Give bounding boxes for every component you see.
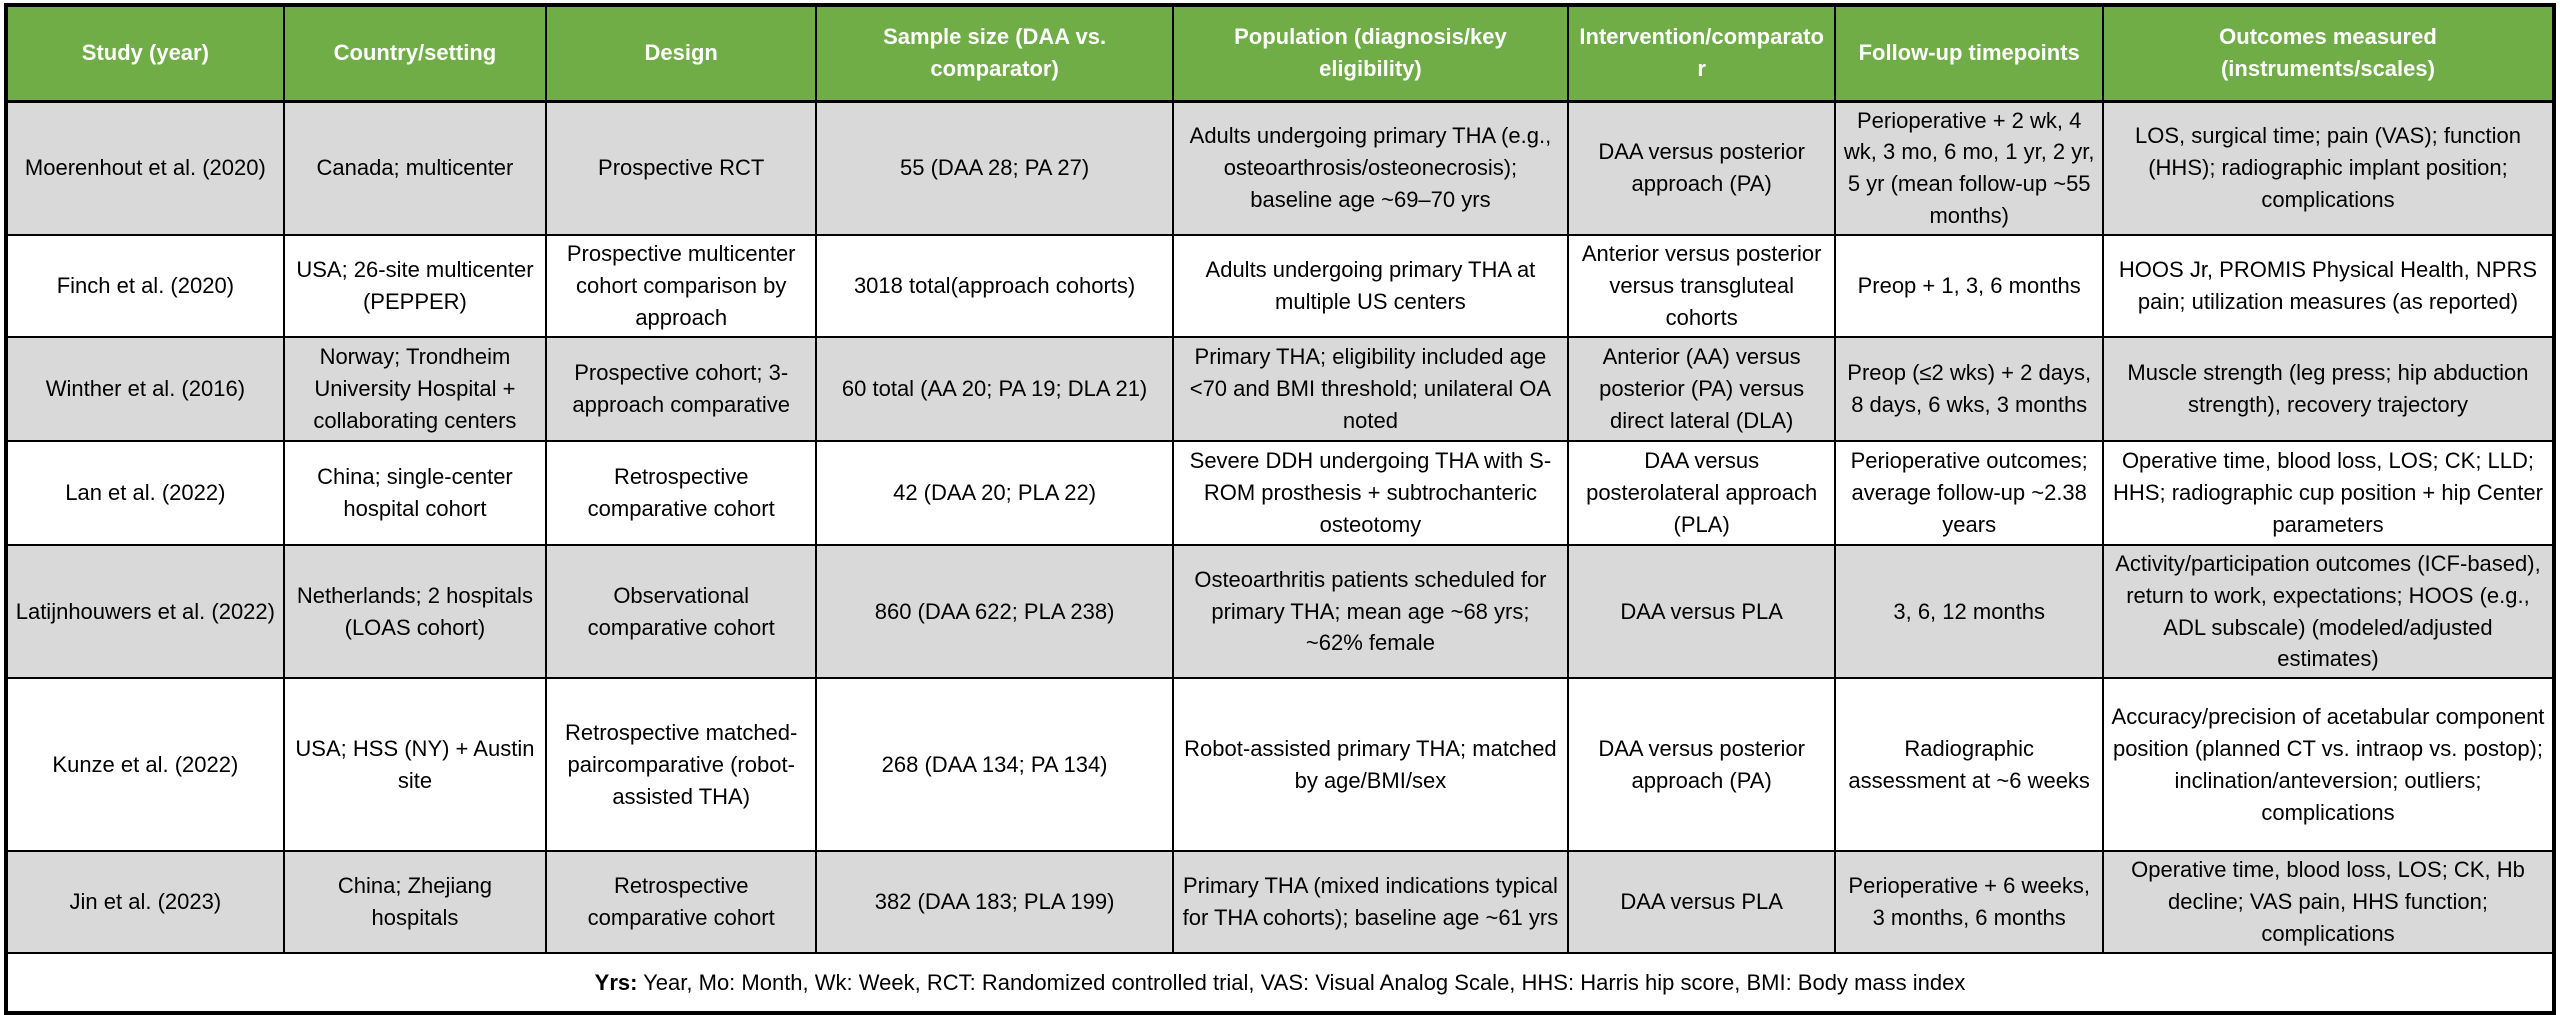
- cell-country: China; single-center hospital cohort: [284, 441, 546, 545]
- cell-population: Adults undergoing primary THA at multiple US centers: [1173, 235, 1568, 337]
- cell-outcomes: Activity/participation outcomes (ICF-based), return to work, expectations; HOOS (e.g., ADL subscale) (modeled/adjusted estimates): [2103, 545, 2554, 679]
- evidence-summary-table: [4, 3, 2556, 1015]
- cell-design: Observational comparative cohort: [546, 545, 816, 679]
- column-header-followup: Follow-up timepoints: [1835, 5, 2103, 101]
- cell-population: Severe DDH undergoing THA with S-ROM prosthesis + subtrochanteric osteotomy: [1173, 441, 1568, 545]
- cell-study: Kunze et al. (2022): [6, 678, 284, 851]
- cell-sample-size: 42 (DAA 20; PLA 22): [816, 441, 1173, 545]
- cell-country: Norway; Trondheim University Hospital + collaborating centers: [284, 337, 546, 441]
- table-row-latijnhouwers: [6, 545, 2554, 679]
- cell-country: Netherlands; 2 hospitals (LOAS cohort): [284, 545, 546, 679]
- cell-population: Primary THA; eligibility included age <70 and BMI threshold; unilateral OA noted: [1173, 337, 1568, 441]
- cell-study: Latijnhouwers et al. (2022): [6, 545, 284, 679]
- table-row-moerenhout: [6, 101, 2554, 235]
- cell-followup: Perioperative + 6 weeks, 3 months, 6 months: [1835, 851, 2103, 953]
- cell-followup: Radiographic assessment at ~6 weeks: [1835, 678, 2103, 851]
- cell-study: Lan et al. (2022): [6, 441, 284, 545]
- cell-intervention: Anterior versus posterior versus transgluteal cohorts: [1568, 235, 1836, 337]
- cell-intervention: Anterior (AA) versus posterior (PA) versus direct lateral (DLA): [1568, 337, 1836, 441]
- cell-sample-size: 860 (DAA 622; PLA 238): [816, 545, 1173, 679]
- table-row-lan: [6, 441, 2554, 545]
- table-row-winther: [6, 337, 2554, 441]
- cell-country: USA; HSS (NY) + Austin site: [284, 678, 546, 851]
- column-header-study: Study (year): [6, 5, 284, 101]
- cell-sample-size: 268 (DAA 134; PA 134): [816, 678, 1173, 851]
- cell-intervention: DAA versus PLA: [1568, 851, 1836, 953]
- cell-design: Retrospective comparative cohort: [546, 441, 816, 545]
- cell-intervention: DAA versus PLA: [1568, 545, 1836, 679]
- abbreviations-note-text: Year, Mo: Month, Wk: Week, RCT: Randomized controlled trial, VAS: Visual Analog Scale, HHS: Harris hip score, BMI: Body mass index: [637, 969, 1966, 995]
- cell-country: Canada; multicenter: [284, 101, 546, 235]
- cell-population: Primary THA (mixed indications typical for THA cohorts); baseline age ~61 yrs: [1173, 851, 1568, 953]
- cell-outcomes: HOOS Jr, PROMIS Physical Health, NPRS pain; utilization measures (as reported): [2103, 235, 2554, 337]
- table-row-finch: [6, 235, 2554, 337]
- table-row-kunze: [6, 678, 2554, 851]
- cell-outcomes: Accuracy/precision of acetabular component position (planned CT vs. intraop vs. postop); inclination/anteversion; outliers; complications: [2103, 678, 2554, 851]
- cell-population: Osteoarthritis patients scheduled for primary THA; mean age ~68 yrs; ~62% female: [1173, 545, 1568, 679]
- column-header-design: Design: [546, 5, 816, 101]
- cell-intervention: DAA versus posterior approach (PA): [1568, 101, 1836, 235]
- cell-population: Robot-assisted primary THA; matched by age/BMI/sex: [1173, 678, 1568, 851]
- cell-outcomes: Operative time, blood loss, LOS; CK; LLD; HHS; radiographic cup position + hip Center parameters: [2103, 441, 2554, 545]
- abbreviations-note-prefix: Yrs:: [594, 969, 638, 995]
- cell-population: Adults undergoing primary THA (e.g., osteoarthrosis/osteonecrosis); baseline age ~69–70 yrs: [1173, 101, 1568, 235]
- column-header-sample-size: Sample size (DAA vs. comparator): [816, 5, 1173, 101]
- table-row-jin: [6, 851, 2554, 953]
- column-header-outcomes: Outcomes measured (instruments/scales): [2103, 5, 2554, 101]
- column-header-intervention: Intervention/comparator: [1568, 5, 1836, 101]
- cell-outcomes: Muscle strength (leg press; hip abduction strength), recovery trajectory: [2103, 337, 2554, 441]
- cell-design: Retrospective comparative cohort: [546, 851, 816, 953]
- cell-study: Jin et al. (2023): [6, 851, 284, 953]
- cell-outcomes: Operative time, blood loss, LOS; CK, Hb decline; VAS pain, HHS function; complications: [2103, 851, 2554, 953]
- cell-sample-size: 382 (DAA 183; PLA 199): [816, 851, 1173, 953]
- cell-followup: Perioperative + 2 wk, 4 wk, 3 mo, 6 mo, 1 yr, 2 yr, 5 yr (mean follow-up ~55 months): [1835, 101, 2103, 235]
- cell-followup: Preop (≤2 wks) + 2 days, 8 days, 6 wks, 3 months: [1835, 337, 2103, 441]
- cell-design: Prospective multicenter cohort comparison by approach: [546, 235, 816, 337]
- cell-study: Moerenhout et al. (2020): [6, 101, 284, 235]
- abbreviations-note: [6, 953, 2554, 1013]
- cell-outcomes: LOS, surgical time; pain (VAS); function (HHS); radiographic implant position; complications: [2103, 101, 2554, 235]
- abbreviations-footer-row: [6, 953, 2554, 1013]
- cell-country: China; Zhejiang hospitals: [284, 851, 546, 953]
- cell-study: Winther et al. (2016): [6, 337, 284, 441]
- cell-intervention: DAA versus posterior approach (PA): [1568, 678, 1836, 851]
- cell-sample-size: 60 total (AA 20; PA 19; DLA 21): [816, 337, 1173, 441]
- column-header-country: Country/setting: [284, 5, 546, 101]
- cell-sample-size: 3018 total(approach cohorts): [816, 235, 1173, 337]
- cell-study: Finch et al. (2020): [6, 235, 284, 337]
- cell-country: USA; 26-site multicenter (PEPPER): [284, 235, 546, 337]
- cell-design: Prospective RCT: [546, 101, 816, 235]
- cell-followup: 3, 6, 12 months: [1835, 545, 2103, 679]
- header-row: [6, 5, 2554, 101]
- cell-design: Prospective cohort; 3-approach comparative: [546, 337, 816, 441]
- cell-followup: Perioperative outcomes; average follow-up ~2.38 years: [1835, 441, 2103, 545]
- column-header-population: Population (diagnosis/key eligibility): [1173, 5, 1568, 101]
- cell-intervention: DAA versus posterolateral approach (PLA): [1568, 441, 1836, 545]
- cell-design: Retrospective matched-paircomparative (robot-assisted THA): [546, 678, 816, 851]
- cell-sample-size: 55 (DAA 28; PA 27): [816, 101, 1173, 235]
- cell-followup: Preop + 1, 3, 6 months: [1835, 235, 2103, 337]
